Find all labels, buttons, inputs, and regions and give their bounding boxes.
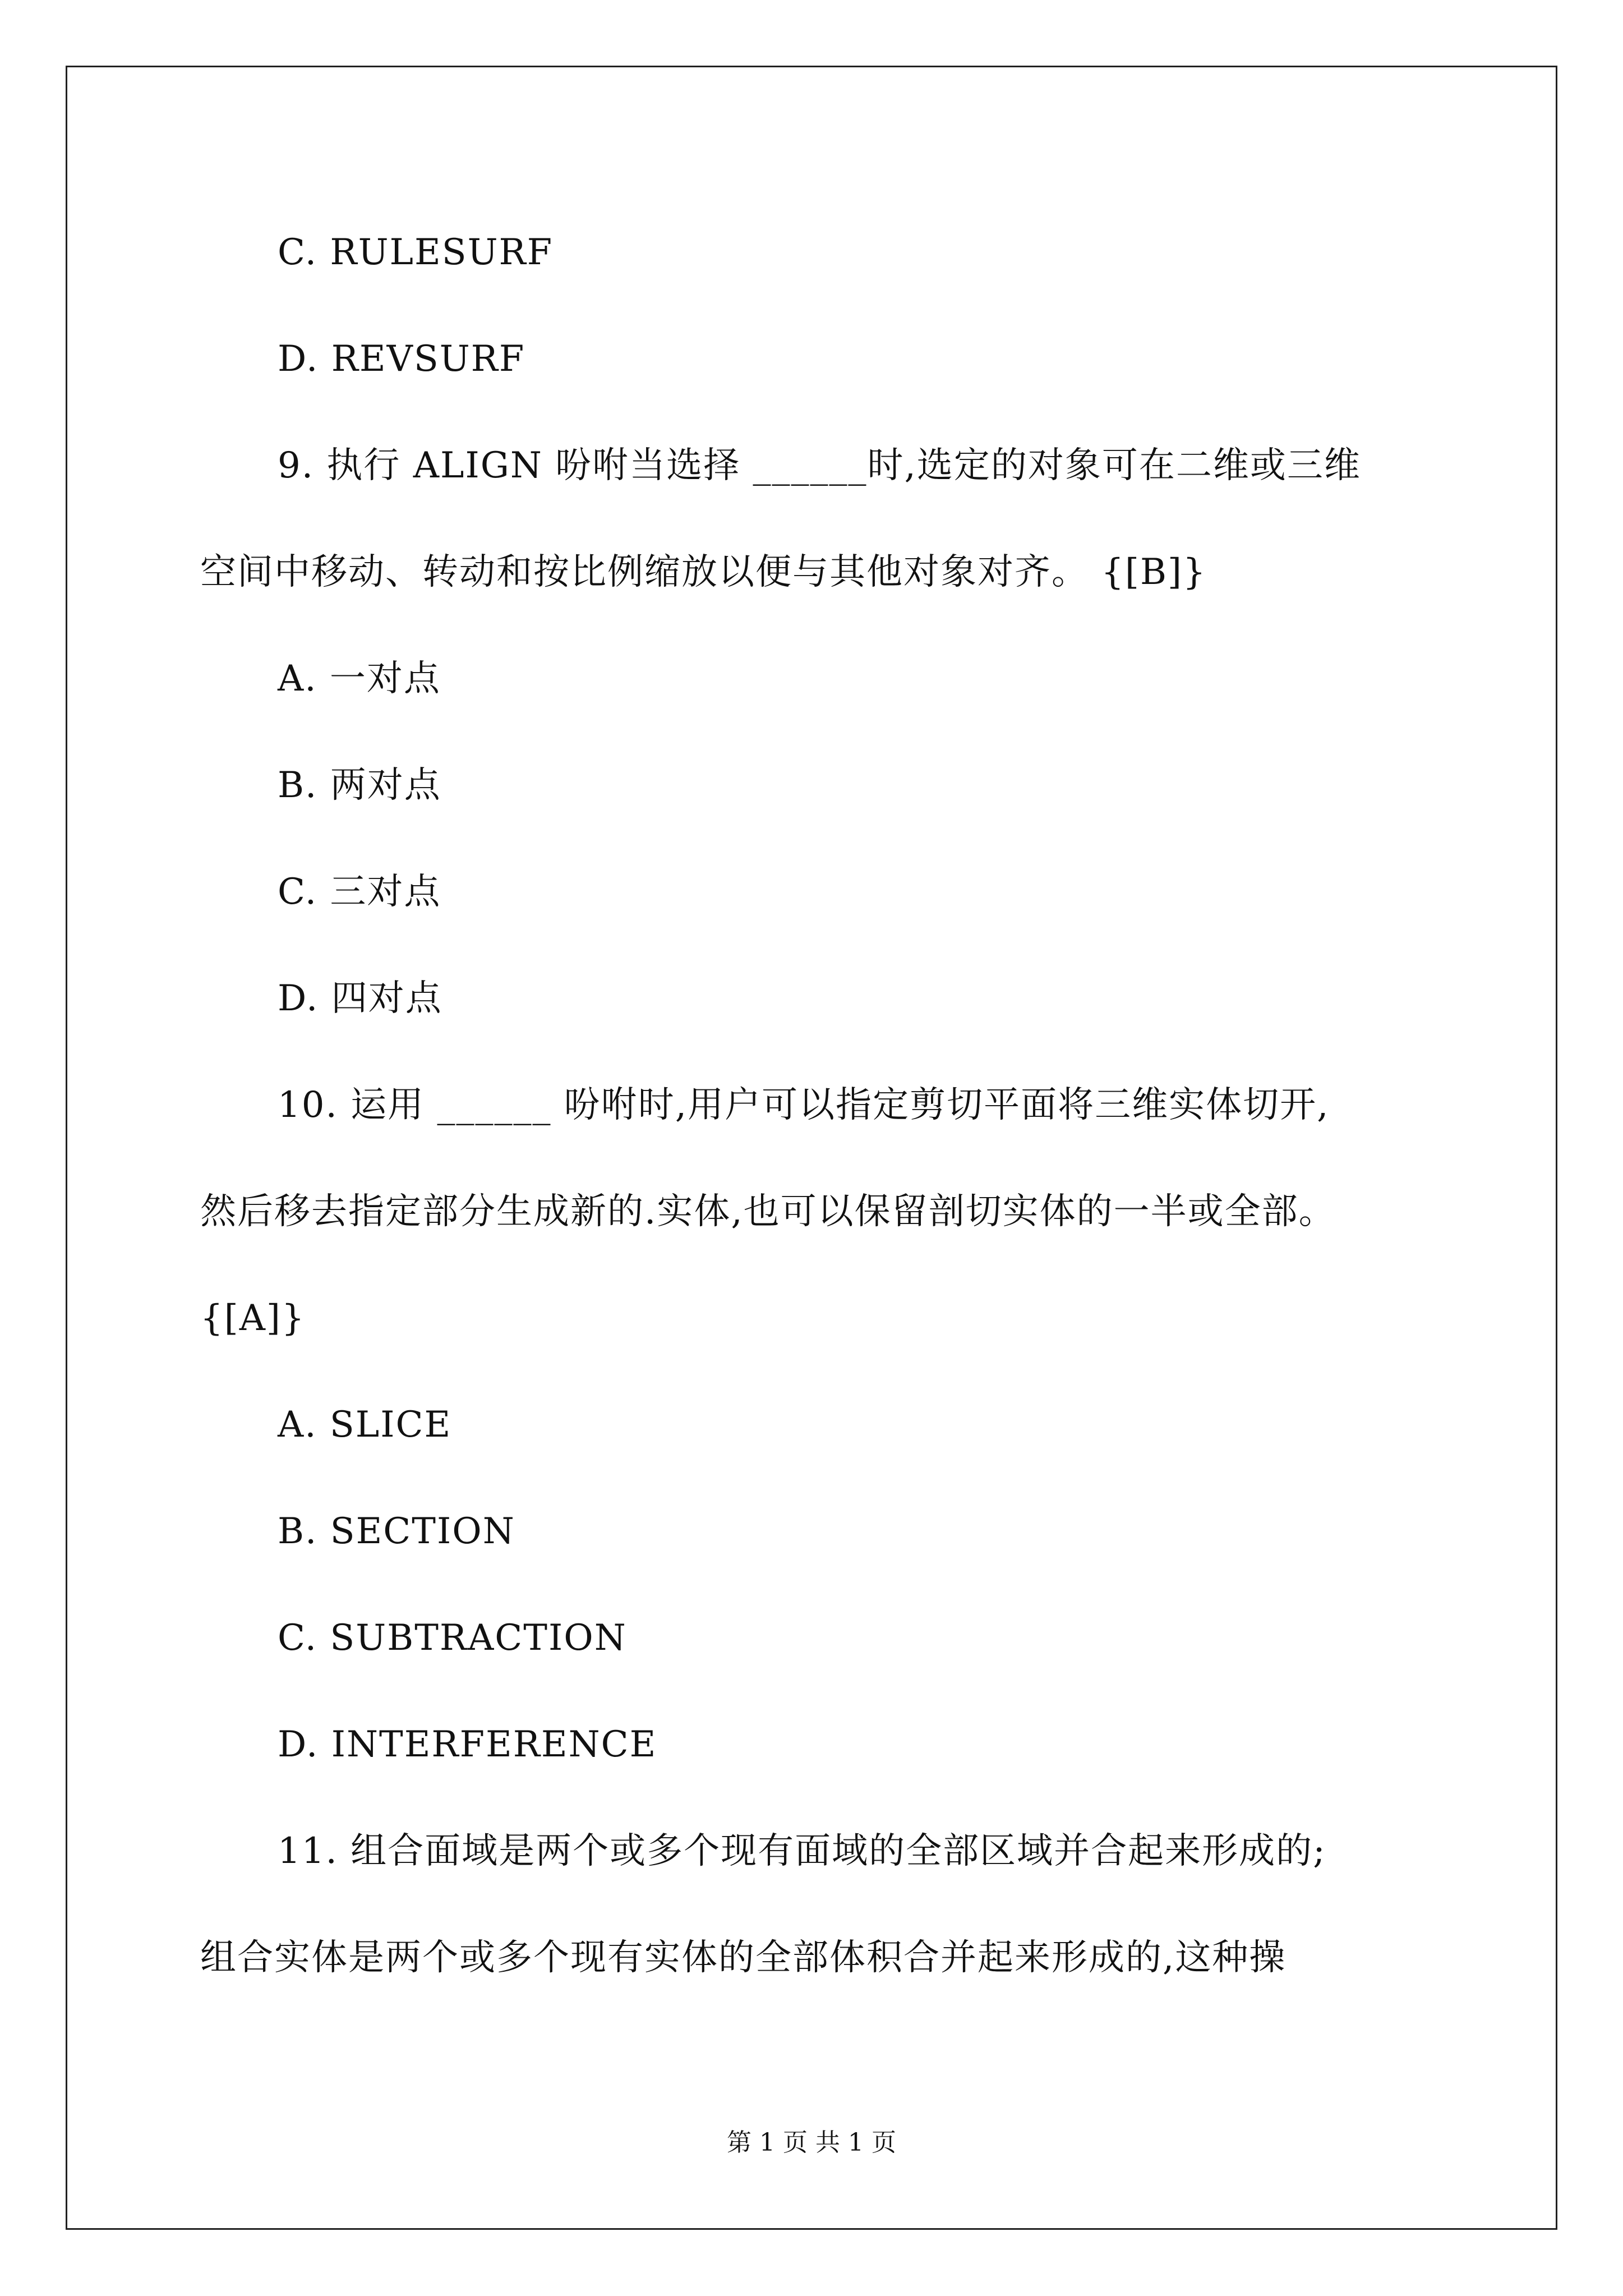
- option-c-subtraction: C. SUBTRACTION: [278, 1617, 627, 1659]
- question-11-line-1: 11. 组合面域是两个或多个现有面域的全部区域并合起来形成的;: [278, 1830, 1326, 1872]
- option-a-slice: A. SLICE: [278, 1404, 452, 1446]
- option-b-two-pairs: B. 两对点: [278, 765, 441, 806]
- question-10-line-1: 10. 运用 ______ 吩咐时,用户可以指定剪切平面将三维实体切开,: [278, 1084, 1330, 1126]
- option-d-interference: D. INTERFERENCE: [278, 1724, 657, 1765]
- option-d-revsurf: D. REVSURF: [278, 338, 525, 380]
- option-a-one-pair: A. 一对点: [278, 658, 441, 700]
- option-b-section: B. SECTION: [278, 1511, 515, 1552]
- option-c-three-pairs: C. 三对点: [278, 871, 441, 913]
- question-9-line-1: 9. 执行 ALIGN 吩咐当选择 ______时,选定的对象可在二维或三维: [278, 445, 1361, 486]
- page-border: [66, 66, 1557, 2230]
- question-11-line-2: 组合实体是两个或多个现有实体的全部体积合并起来形成的,这种操: [200, 1937, 1287, 1978]
- question-10-answer: {[A]}: [200, 1297, 306, 1339]
- question-10-line-2: 然后移去指定部分生成新的.实体,也可以保留剖切实体的一半或全部。: [200, 1191, 1336, 1232]
- question-9-line-2: 空间中移动、转动和按比例缩放以便与其他对象对齐。 {[B]}: [200, 551, 1207, 593]
- option-c-rulesurf: C. RULESURF: [278, 232, 554, 273]
- option-d-four-pairs: D. 四对点: [278, 978, 442, 1019]
- page-footer: 第 1 页 共 1 页: [727, 2128, 896, 2157]
